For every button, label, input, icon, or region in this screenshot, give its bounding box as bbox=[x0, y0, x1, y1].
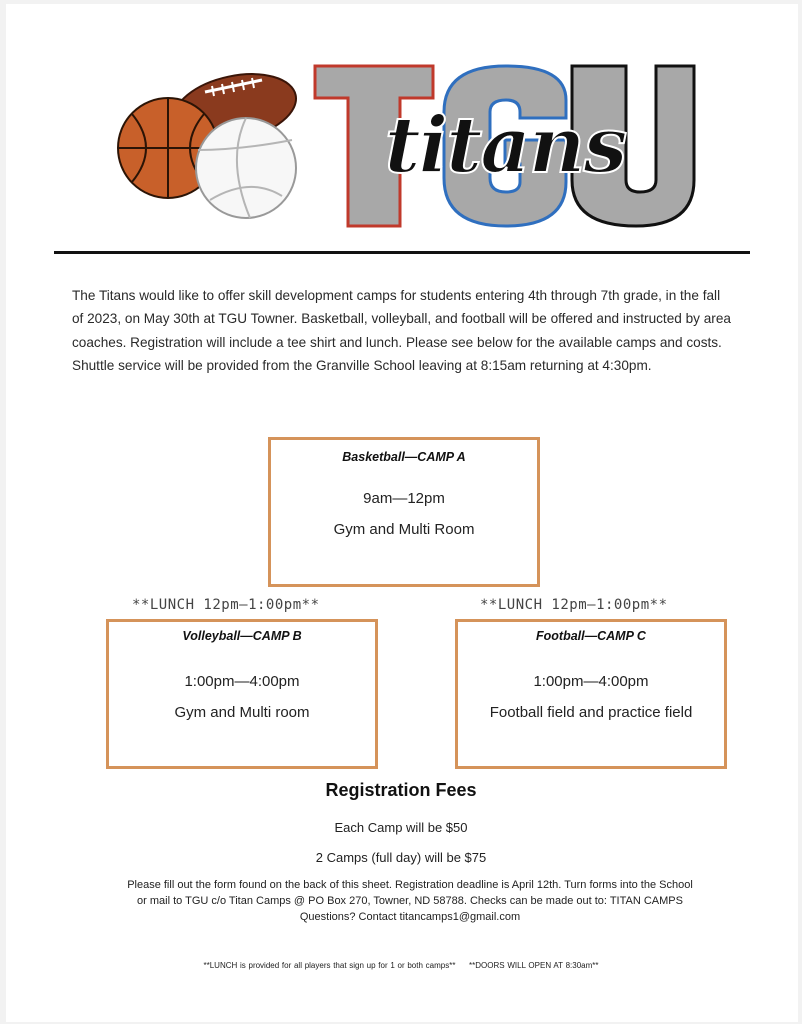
tgu-titans-logo bbox=[0, 0, 802, 240]
header-divider bbox=[54, 251, 750, 254]
camp-b-location: Gym and Multi room bbox=[174, 704, 310, 721]
volleyball-icon bbox=[196, 118, 296, 218]
registration-instructions bbox=[80, 877, 740, 925]
fee-single-camp: Each Camp will be $50 bbox=[334, 820, 468, 835]
registration-fees-heading: Registration Fees bbox=[325, 780, 477, 800]
camp-c-box bbox=[455, 619, 727, 769]
camp-b-box bbox=[106, 619, 378, 769]
footer-note: **LUNCH is provided for all players that sign up for 1 or both camps** **DOORS WILL OPEN AT 8:30am** bbox=[203, 961, 599, 970]
camp-a-location: Gym and Multi Room bbox=[333, 521, 475, 538]
camp-a-time: 9am—12pm bbox=[363, 490, 445, 507]
instructions-line-1: Please fill out the form found on the back of this sheet. Registration deadline is April 12th. Turn forms into the School bbox=[127, 879, 693, 891]
lunch-note-right: **LUNCH 12pm—1:00pm** bbox=[480, 597, 668, 613]
camp-b-title: Volleyball—CAMP B bbox=[182, 629, 302, 643]
logo-script-text: titans bbox=[384, 100, 626, 191]
instructions-line-2: or mail to TGU c/o Titan Camps @ PO Box 270, Towner, ND 58788. Checks can be made out to: TITAN CAMPS bbox=[137, 895, 683, 907]
camp-c-time: 1:00pm—4:00pm bbox=[533, 673, 649, 690]
camp-a-box bbox=[268, 437, 540, 587]
lunch-note-left: **LUNCH 12pm—1:00pm** bbox=[132, 597, 320, 613]
intro-paragraph: The Titans would like to offer skill development camps for students entering 4th through 7th grade, in the fall of 2023, on May 30th at TGU Towner. Basketball, volleyball, and football will be offered and instructed by area coaches. Registration will include a tee shirt and lunch. Please see below for the available camps and costs. Shuttle service will be provided from the Granville School leaving at 8:15am returning at 4:30pm. bbox=[72, 288, 731, 374]
fee-two-camps: 2 Camps (full day) will be $75 bbox=[315, 850, 487, 865]
instructions-line-3: Questions? Contact titancamps1@gmail.com bbox=[299, 911, 521, 923]
camp-b-time: 1:00pm—4:00pm bbox=[184, 673, 300, 690]
camp-a-title: Basketball—CAMP A bbox=[342, 450, 466, 464]
camp-c-title: Football—CAMP C bbox=[536, 629, 646, 643]
camp-c-location: Football field and practice field bbox=[489, 704, 693, 721]
